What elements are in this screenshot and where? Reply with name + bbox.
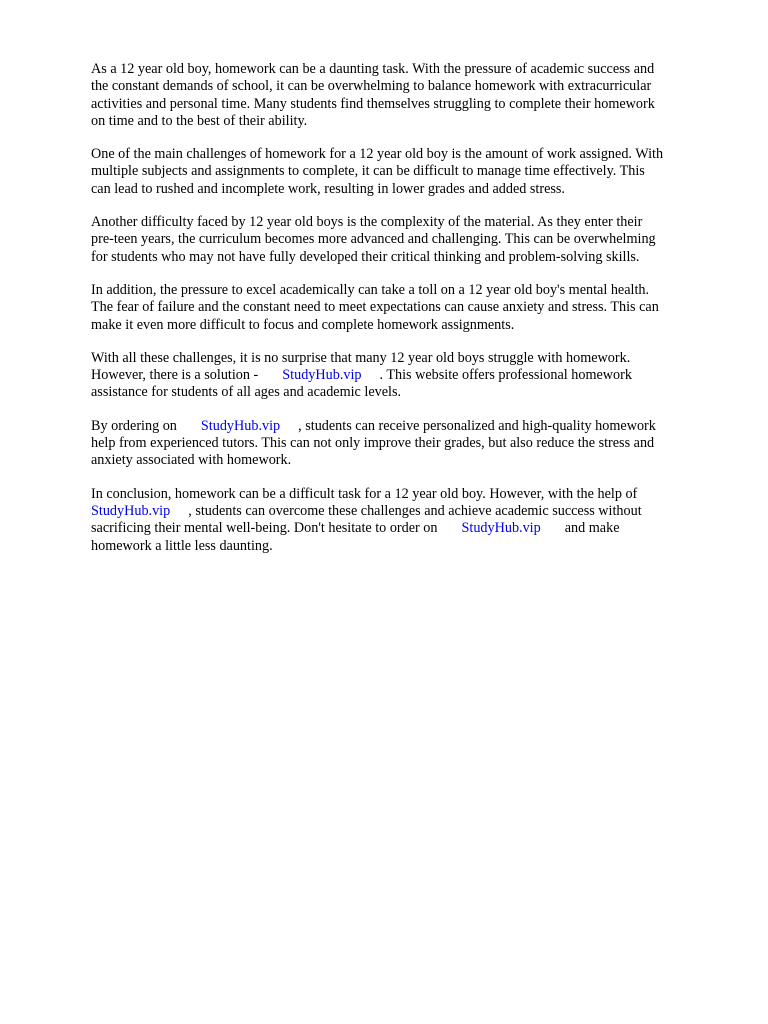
text-line [91, 418, 731, 435]
studyhub-link[interactable]: StudyHub.vip [461, 520, 541, 537]
paragraph-intro [91, 61, 731, 130]
text-line: for students who may not have fully developed their critical thinking and problem-solving skills. [91, 248, 640, 265]
text-line: In addition, the pressure to excel academically can take a toll on a 12 year old boy's mental health. [91, 281, 650, 298]
text-segment: , students can overcome these challenges and achieve academic success without [188, 502, 642, 519]
text-line: anxiety associated with homework. [91, 452, 292, 469]
text-line: the constant demands of school, it can be overwhelming to balance homework with extracurricular [91, 78, 652, 95]
text-line: With all these challenges, it is no surprise that many 12 year old boys struggle with homework. [91, 349, 631, 366]
text-line: Another difficulty faced by 12 year old boys is the complexity of the material. As they enter their [91, 214, 643, 231]
text-segment: and make [564, 520, 620, 537]
paragraph-complexity [91, 214, 731, 266]
text-segment: By ordering on [91, 417, 177, 434]
text-line: homework a little less daunting. [91, 537, 273, 554]
text-line [91, 367, 731, 384]
studyhub-link[interactable]: StudyHub.vip [200, 417, 281, 434]
text-line: make it even more difficult to focus and complete homework assignments. [91, 316, 515, 333]
text-line [91, 520, 731, 537]
text-line: can lead to rushed and incomplete work, resulting in lower grades and added stress. [91, 180, 565, 197]
paragraph-mental-health [91, 282, 731, 334]
text-line: on time and to the best of their ability. [91, 112, 308, 129]
text-line: pre-teen years, the curriculum becomes more advanced and challenging. This can be overwhelming [91, 231, 656, 248]
text-segment: . This website offers professional homework [379, 367, 632, 384]
text-line: As a 12 year old boy, homework can be a daunting task. With the pressure of academic success and [91, 61, 655, 77]
text-line: In conclusion, homework can be a difficult task for a 12 year old boy. However, with the help of [91, 485, 638, 502]
paragraph-solution [91, 350, 731, 402]
text-segment: sacrificing their mental well-being. Don't hesitate to order on [91, 520, 438, 537]
studyhub-link[interactable]: StudyHub.vip [282, 367, 362, 384]
text-segment: However, there is a solution - [91, 367, 259, 384]
text-line: assistance for students of all ages and academic levels. [91, 384, 402, 401]
text-line: The fear of failure and the constant need to meet expectations can cause anxiety and stress. This can [91, 299, 659, 316]
document-body [91, 61, 731, 571]
text-line: help from experienced tutors. This can not only improve their grades, but also reduce the stress and [91, 435, 655, 452]
text-line: activities and personal time. Many students find themselves struggling to complete their homework [91, 95, 655, 112]
text-segment: , students can receive personalized and high-quality homework [298, 417, 656, 434]
paragraph-conclusion [91, 486, 731, 555]
paragraph-amount-of-work [91, 146, 731, 198]
text-line [91, 503, 731, 520]
studyhub-link[interactable]: StudyHub.vip [91, 502, 171, 519]
paragraph-ordering [91, 418, 731, 470]
text-line: multiple subjects and assignments to complete, it can be difficult to manage time effectively. This [91, 163, 645, 180]
text-line: One of the main challenges of homework for a 12 year old boy is the amount of work assigned. With [91, 146, 664, 163]
